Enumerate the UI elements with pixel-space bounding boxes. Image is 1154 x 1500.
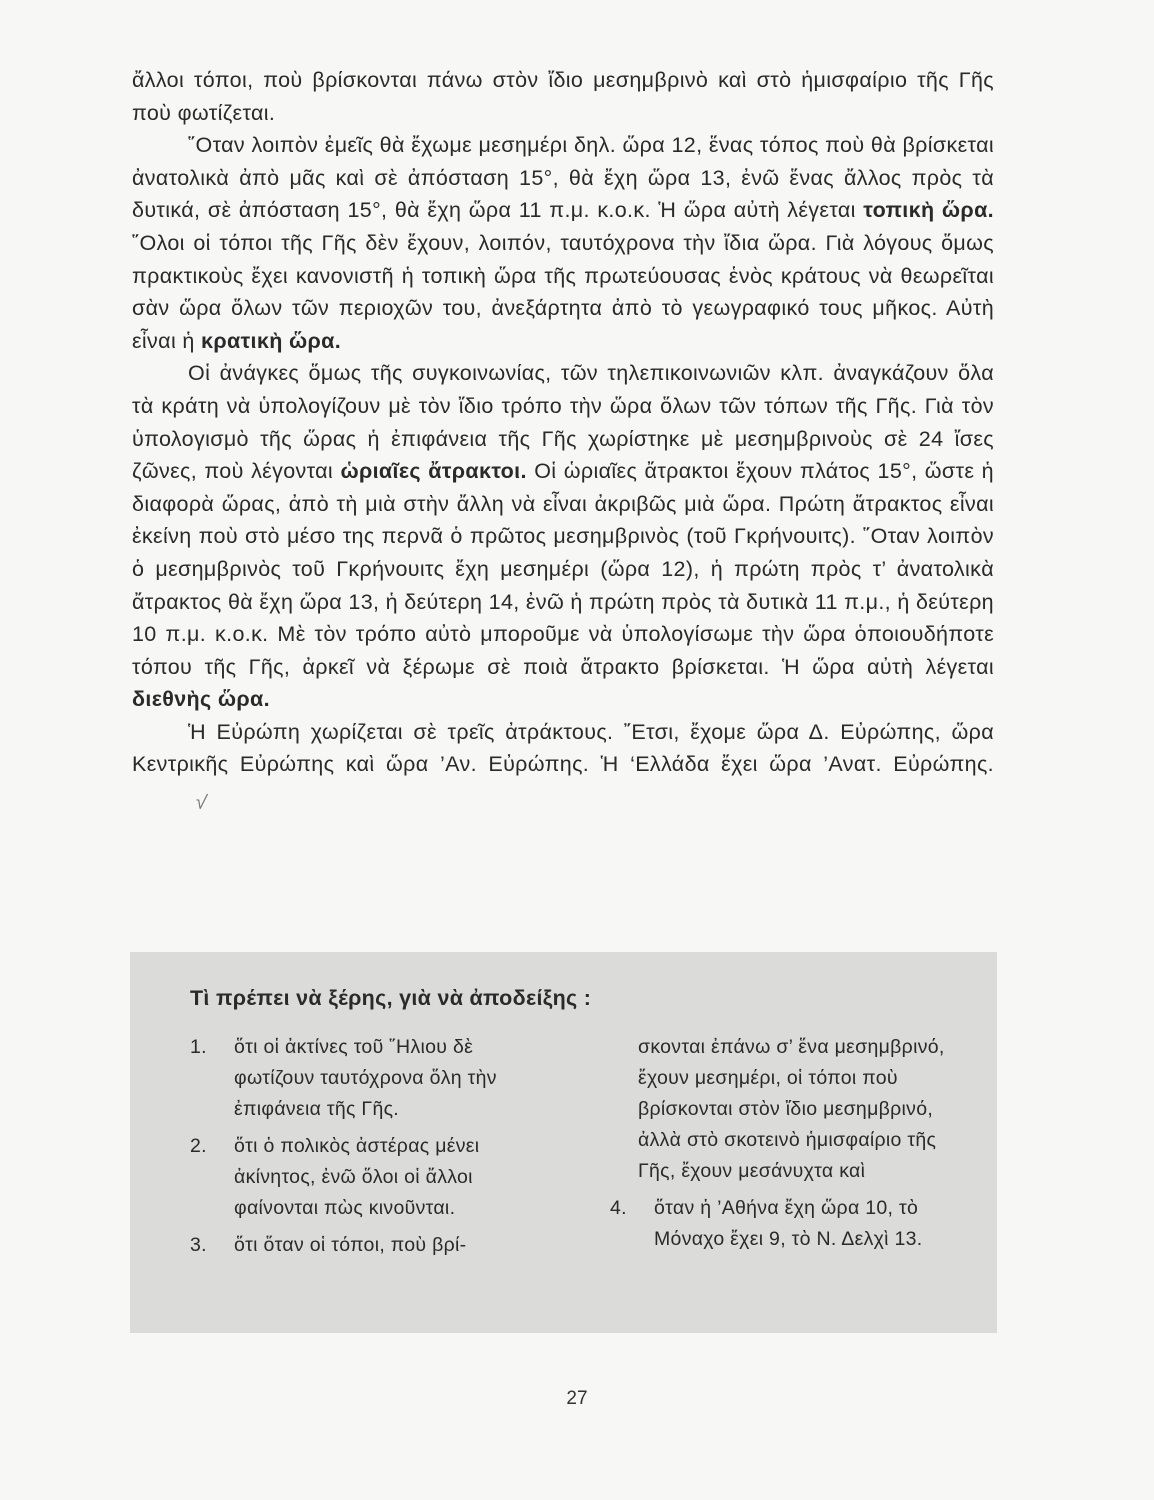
term-time-zones: ὡριαῖες ἄτρακτοι. <box>340 459 527 484</box>
paragraph-2 <box>132 129 994 357</box>
summary-item-number: 2. <box>190 1135 207 1157</box>
summary-item <box>188 1230 528 1261</box>
summary-item <box>188 1032 528 1125</box>
summary-item <box>608 1193 968 1255</box>
summary-title: Τὶ πρέπει νὰ ξέρης, γιὰ νὰ ἀποδείξης : <box>190 986 592 1010</box>
summary-item-text: ὅτι ὁ πολικὸς ἀστέρας μένει ἀκίνητος, ἐνῶ ὅλοι οἱ ἄλλοι φαίνονται πὼς κινοῦνται. <box>234 1135 480 1219</box>
summary-item-text: ὅτι ὅταν οἱ τόποι, ποὺ βρί- <box>234 1234 467 1256</box>
summary-box <box>130 952 997 1333</box>
paragraph-3-text-c: Οἱ ὡριαῖες ἄτρακτοι ἔχουν πλάτος 15°, ὥστε ἡ διαφορὰ ὥρας, ἀπὸ τὴ μιὰ στὴν ἄλλη νὰ εἶναι ἀκριβῶς μιὰ ὥρα. Πρώτη ἄτρακτος εἶναι ἐκείνη ποὺ στὸ μέσο της περνᾶ ὁ πρῶτος μεσημβρινὸς (τοῦ Γκρήνουιτς). ῞Οταν λοιπὸν ὁ μεσημβρινὸς τοῦ Γκρήνουιτς ἔχη μεσημέρι (ὥρα 12), ἡ πρώτη πρὸς τ’ ἀνατολικὰ ἄτρακτος θὰ ἔχη ὥρα 13, ἡ δεύτερη 14, ἐνῶ ἡ πρώτη πρὸς τὰ δυτικὰ 11 π.μ., ἡ δεύτερη 10 π.μ. κ.ο.κ. Μὲ τὸν τρόπο αὐτὸ μποροῦμε νὰ ὑπολογίσωμε τὴν ὥρα ὁποιουδήποτε τόπου τῆς Γῆς, ἀρκεῖ νὰ ξέρωμε σὲ ποιὰ ἄτρακτο βρίσκεται. Ἡ ὥρα αὐτὴ λέγεται <box>132 459 994 679</box>
paragraph-2-text-c: ῞Ολοι οἱ τόποι τῆς Γῆς δὲν ἔχουν, λοιπόν, ταυτόχρονα τὴν ἴδια ὥρα. Γιὰ λόγους ὅμως πρακτικοὺς ἔχει κανονιστῆ ἡ τοπικὴ ὥρα τῆς πρωτεύουσας ἑνὸς κράτους νὰ θεωρεῖται σὰν ὥρα ὅλων τῶν περιοχῶν του, ἀνεξάρτητα ἀπὸ τὸ γεωγραφικό τους μῆκος. Αὐτὴ εἶναι ἡ <box>132 230 994 353</box>
summary-column-left <box>188 1032 528 1267</box>
summary-item-number: 1. <box>190 1036 207 1058</box>
pencil-check-mark-icon: √ <box>193 791 209 815</box>
term-state-time: κρατικὴ ὥρα. <box>201 328 342 353</box>
summary-item-number: 4. <box>610 1197 627 1219</box>
summary-item-3-continued: σκονται ἐπάνω σ’ ἕνα μεσημβρινό, ἔχουν μεσημέρι, οἱ τόποι ποὺ βρίσκονται στὸν ἴδιο μεσημβρινό, ἀλλὰ στὸ σκοτεινὸ ἡμισφαίριο τῆς Γῆς, ἔχουν μεσάνυχτα καὶ <box>638 1036 945 1182</box>
paragraph-2-text-a: ῞Οταν λοιπὸν ἐμεῖς θὰ ἔχωμε μεσημέρι δηλ. ὥρα 12, ἕνας τόπος ποὺ θὰ βρίσκεται ἀνατολικὰ ἀπὸ μᾶς καὶ σὲ ἀπόσταση 15°, θὰ ἔχη ὥρα 13, ἐνῶ ἕνας ἄλλος πρὸς τὰ δυτικά, σὲ ἀπόσταση 15°, θὰ ἔχη ὥρα 11 π.μ. κ.ο.κ. Ἡ ὥρα αὐτὴ λέγεται <box>132 133 994 223</box>
paragraph-4 <box>132 716 994 815</box>
summary-item-number: 3. <box>190 1234 207 1256</box>
summary-item-text: ὅταν ἡ ’Αθήνα ἔχη ὥρα 10, τὸ Μόναχο ἔχει 9, τὸ Ν. Δελχὶ 13. <box>654 1197 923 1250</box>
paragraph-1: ἄλλοι τόποι, ποὺ βρίσκονται πάνω στὸν ἴδιο μεσημβρινὸ καὶ στὸ ἡμισφαίριο τῆς Γῆς ποὺ φωτίζεται. <box>132 68 994 125</box>
paragraph-3 <box>132 357 994 716</box>
term-international-time: διεθνὴς ὥρα. <box>132 687 270 712</box>
term-local-time: τοπικὴ ὥρα. <box>863 198 994 223</box>
summary-item <box>188 1131 528 1224</box>
summary-column-right <box>608 1032 968 1261</box>
paragraph-3-text-a: Οἱ ἀνάγκες ὅμως τῆς συγκοινωνίας, τῶν τηλεπικοινωνιῶν κλπ. ἀναγκάζουν ὅλα τὰ κράτη νὰ ὑπολογίζουν μὲ τὸν ἴδιο τρόπο τὴν ὥρα ὅλων τῶν τόπων τῆς Γῆς. Γιὰ τὸν ὑπολογισμὸ τῆς ὥρας ἡ ἐπιφάνεια τῆς Γῆς χωρίστηκε μὲ μεσημβρινοὺς σὲ 24 ἴσες ζῶνες, ποὺ λέγονται <box>132 361 994 484</box>
summary-item-text: ὅτι οἱ ἀκτίνες τοῦ ῞Ηλιου δὲ φωτίζουν ταυτόχρονα ὅλη τὴν ἐπιφάνεια τῆς Γῆς. <box>234 1036 497 1120</box>
body-text <box>132 64 994 815</box>
page-number: 27 <box>566 1388 588 1409</box>
paragraph-4-text: Ἡ Εὐρώπη χωρίζεται σὲ τρεῖς ἀτράκτους. ῎Ετσι, ἔχομε ὥρα Δ. Εὐρώπης, ὥρα Κεντρικῆς Εὐρώπης καὶ ὥρα ’Αν. Εὐρώπης. Ἡ ‘Ελλάδα ἔχει ὥρα ’Ανατ. Εὐρώπης. <box>132 719 994 777</box>
